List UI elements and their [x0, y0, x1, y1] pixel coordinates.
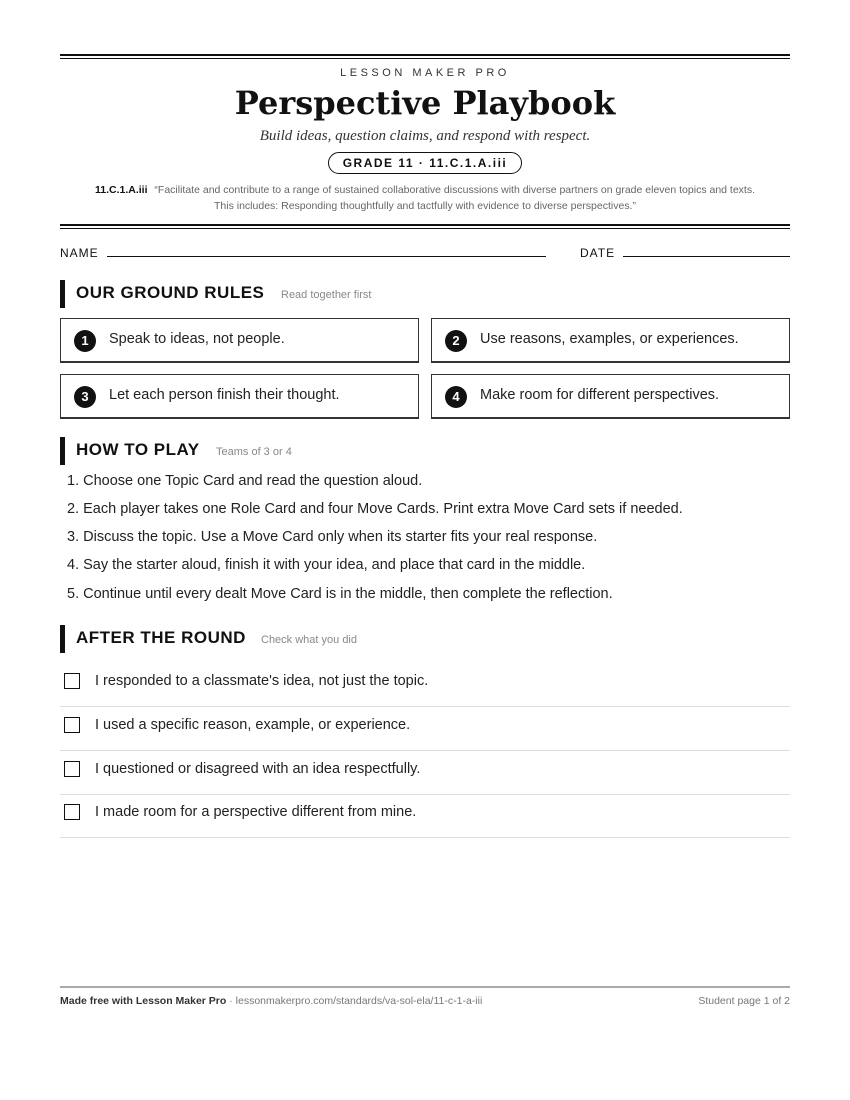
footer-credit	[60, 995, 482, 1007]
standard-text-line1: “Facilitate and contribute to a range of sustained collaborative discussions with diverse partners on grade eleven topics and texts.	[154, 184, 756, 196]
ground-rule-card	[60, 374, 419, 419]
footer-rule	[60, 986, 790, 988]
step-item: 2. Each player takes one Role Card and four Move Cards. Print extra Move Card sets if needed.	[67, 501, 683, 517]
reflection-checkbox[interactable]	[64, 761, 80, 777]
reflection-text: I used a specific reason, example, or experience.	[95, 717, 411, 733]
brand-name: LESSON MAKER PRO	[340, 67, 510, 79]
ground-rules-header	[60, 280, 790, 308]
after-round-note: Check what you did	[261, 634, 357, 646]
rule-number-badge: 4	[445, 386, 467, 408]
grade-badge: GRADE 11 · 11.C.1.A.iii	[328, 152, 523, 174]
date-field[interactable]	[623, 256, 790, 257]
ground-rule-card	[431, 374, 790, 419]
ground-rule-card	[60, 318, 419, 363]
how-to-play-header	[60, 437, 790, 465]
ground-rule-card	[431, 318, 790, 363]
rule-number-badge: 2	[445, 330, 467, 352]
standard-description	[60, 182, 790, 214]
page-title: Perspective Playbook	[234, 84, 616, 122]
date-label: DATE	[580, 246, 616, 260]
rule-text: Use reasons, examples, or experiences.	[480, 331, 739, 347]
reflection-checkbox[interactable]	[64, 717, 80, 733]
after-round-heading: AFTER THE ROUND	[76, 628, 246, 647]
rule-text: Make room for different perspectives.	[480, 387, 720, 403]
section-bar	[60, 280, 65, 308]
reflection-checkbox[interactable]	[64, 804, 80, 820]
page-subtitle: Build ideas, question claims, and respond with respect.	[259, 128, 591, 144]
reflection-text: I questioned or disagreed with an idea respectfully.	[95, 761, 421, 777]
reflection-text: I responded to a classmate's idea, not just the topic.	[95, 673, 429, 689]
after-round-header	[60, 625, 790, 653]
how-to-play-note: Teams of 3 or 4	[216, 446, 292, 458]
standard-text-line2: This includes: Responding thoughtfully and tactfully with evidence to diverse perspectives.”	[214, 200, 636, 212]
name-label: NAME	[60, 246, 99, 260]
section-bar	[60, 437, 65, 465]
ground-rules-heading: OUR GROUND RULES	[76, 283, 265, 302]
ground-rules-note: Read together first	[281, 289, 372, 301]
reflection-item	[60, 706, 790, 751]
step-item: 1. Choose one Topic Card and read the question aloud.	[67, 473, 423, 489]
footer-url[interactable]: · lessonmakerpro.com/standards/va-sol-ela/11-c-1-a-iii	[226, 995, 483, 1007]
grade-badge-wrap	[60, 152, 790, 174]
section-bar	[60, 625, 65, 653]
rule-number-badge: 1	[74, 330, 96, 352]
rule-text: Let each person finish their thought.	[109, 387, 340, 403]
step-item: 4. Say the starter aloud, finish it with your idea, and place that card in the middle.	[67, 557, 586, 573]
reflection-item	[60, 750, 790, 795]
footer-page-number: Student page 1 of 2	[698, 995, 790, 1007]
rule-text: Speak to ideas, not people.	[109, 331, 285, 347]
standard-code: 11.C.1.A.iii	[94, 184, 148, 196]
reflection-text: I made room for a perspective different from mine.	[95, 804, 417, 820]
header-top-rule	[60, 54, 790, 59]
reflection-checkbox[interactable]	[64, 673, 80, 689]
reflection-item	[60, 662, 790, 707]
footer-made-with: Made free with Lesson Maker Pro	[60, 995, 227, 1007]
header-bottom-rule	[60, 224, 790, 229]
how-to-play-heading: HOW TO PLAY	[76, 440, 200, 459]
step-item: 3. Discuss the topic. Use a Move Card only when its starter fits your real response.	[67, 529, 598, 545]
step-item: 5. Continue until every dealt Move Card is in the middle, then complete the reflection.	[67, 586, 613, 602]
rule-number-badge: 3	[74, 386, 96, 408]
name-field[interactable]	[107, 256, 546, 257]
reflection-item	[60, 793, 790, 838]
